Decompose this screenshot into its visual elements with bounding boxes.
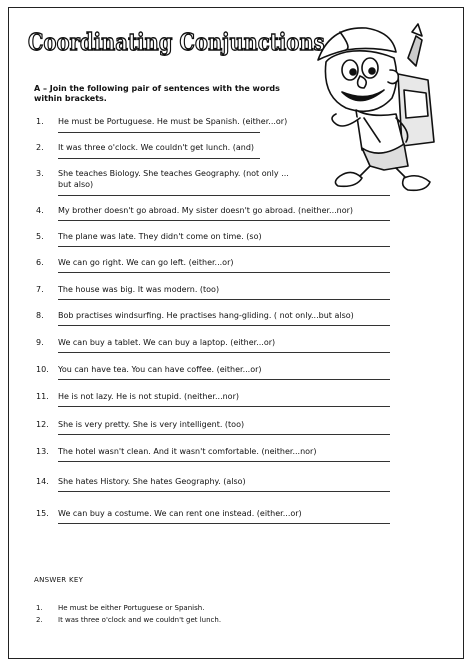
- answer-line-13[interactable]: [58, 461, 390, 462]
- answer-number: 2.: [36, 616, 43, 624]
- question-number: 8.: [36, 311, 44, 320]
- answer-2: [36, 616, 221, 624]
- question-9: [36, 337, 275, 348]
- answer-line-2[interactable]: [58, 158, 260, 159]
- question-number: 9.: [36, 338, 44, 347]
- question-text: The house was big. It was modern. (too): [58, 285, 220, 294]
- question-text: She hates History. She hates Geography. (also): [58, 477, 246, 486]
- question-text: She is very pretty. She is very intelligent. (too): [58, 420, 245, 429]
- question-text: My brother doesn't go abroad. My sister doesn't go abroad. (neither...nor): [58, 206, 354, 215]
- question-11: [36, 391, 239, 402]
- question-text: She teaches Biology. She teaches Geography. (not only ...: [58, 169, 289, 178]
- answer-line-15[interactable]: [58, 523, 390, 524]
- question-3: [36, 168, 289, 189]
- answer-line-4[interactable]: [58, 220, 390, 221]
- question-text-continued: but also): [58, 180, 94, 189]
- answer-key-heading: ANSWER KEY: [34, 576, 84, 584]
- answer-line-6[interactable]: [58, 272, 390, 273]
- question-13: [36, 446, 316, 457]
- question-text: The plane was late. They didn't come on time. (so): [58, 232, 262, 241]
- question-15: [36, 508, 302, 519]
- answer-line-10[interactable]: [58, 379, 390, 380]
- answer-number: 1.: [36, 604, 43, 612]
- answer-line-14[interactable]: [58, 491, 390, 492]
- question-text: He must be Portuguese. He must be Spanish. (either...or): [58, 117, 288, 126]
- question-number: 7.: [36, 285, 44, 294]
- page-title: Coordinating Conjunctions: [28, 29, 325, 56]
- question-number: 10.: [36, 365, 49, 374]
- question-text: We can buy a costume. We can rent one instead. (either...or): [58, 509, 302, 518]
- question-text: Bob practises windsurfing. He practises hang-gliding. ( not only...but also): [58, 311, 354, 320]
- question-number: 1.: [36, 117, 44, 126]
- question-text: You can have tea. You can have coffee. (either...or): [58, 365, 262, 374]
- answer-line-11[interactable]: [58, 406, 390, 407]
- question-number: 4.: [36, 206, 44, 215]
- question-number: 14.: [36, 477, 49, 486]
- question-12: [36, 419, 244, 430]
- answer-line-9[interactable]: [58, 352, 390, 353]
- question-2: [36, 142, 254, 153]
- question-number: 5.: [36, 232, 44, 241]
- question-text: He is not lazy. He is not stupid. (neither...nor): [58, 392, 239, 401]
- question-number: 11.: [36, 392, 49, 401]
- question-number: 6.: [36, 258, 44, 267]
- answer-text: He must be either Portuguese or Spanish.: [58, 604, 205, 612]
- question-number: 15.: [36, 509, 49, 518]
- answer-text: It was three o'clock and we couldn't get lunch.: [58, 616, 222, 624]
- instructions: A – Join the following pair of sentences with the words within brackets.: [34, 84, 280, 103]
- answer-line-8[interactable]: [58, 325, 390, 326]
- question-text: The hotel wasn't clean. And it wasn't comfortable. (neither...nor): [58, 447, 317, 456]
- question-text: It was three o'clock. We couldn't get lunch. (and): [58, 143, 255, 152]
- question-5: [36, 231, 262, 242]
- question-number: 12.: [36, 420, 49, 429]
- question-number: 13.: [36, 447, 49, 456]
- question-10: [36, 364, 262, 375]
- question-number: 2.: [36, 143, 44, 152]
- question-14: [36, 476, 246, 487]
- question-7: [36, 284, 219, 295]
- question-text: We can buy a tablet. We can buy a laptop. (either...or): [58, 338, 276, 347]
- answer-line-7[interactable]: [58, 299, 390, 300]
- question-number: 3.: [36, 169, 44, 178]
- cartoon-boy-illustration: [300, 18, 442, 198]
- answer-line-5[interactable]: [58, 246, 390, 247]
- question-4: [36, 205, 353, 216]
- question-6: [36, 257, 233, 268]
- question-1: [36, 116, 287, 127]
- answer-line-1[interactable]: [58, 132, 260, 133]
- answer-line-12[interactable]: [58, 434, 390, 435]
- answer-line-3[interactable]: [58, 195, 390, 196]
- question-text: We can go right. We can go left. (either...or): [58, 258, 234, 267]
- question-8: [36, 310, 354, 321]
- answer-1: [36, 604, 204, 612]
